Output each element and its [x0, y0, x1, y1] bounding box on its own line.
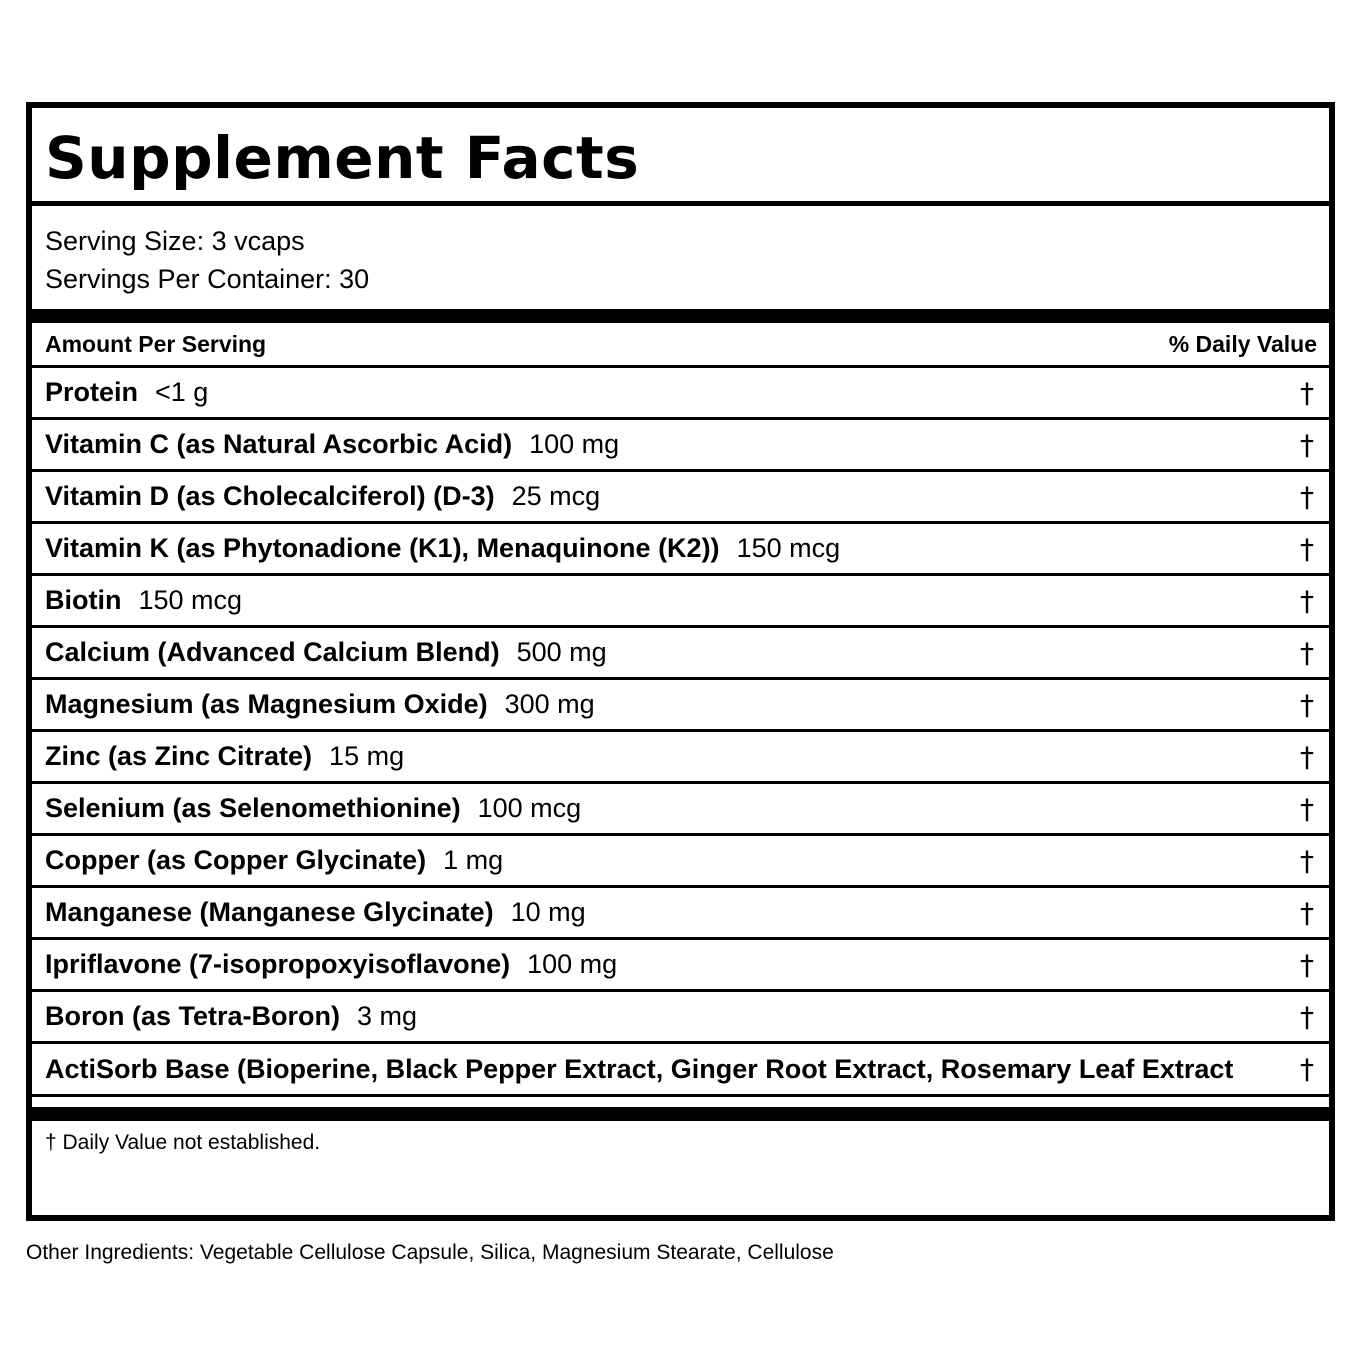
nutrient-name: ActiSorb Base (Bioperine, Black Pepper Extract, Ginger Root Extract, Rosemary Leaf Extract — [45, 1053, 1234, 1084]
nutrient-amount: 300 mg — [504, 689, 595, 719]
nutrient-amount: 1 mg — [443, 845, 504, 875]
daily-value: † — [1300, 532, 1314, 565]
nutrient-amount: 150 mcg — [736, 533, 841, 563]
footnote-section — [32, 1121, 1329, 1155]
table-row — [32, 732, 1329, 784]
table-row — [32, 1044, 1329, 1097]
serving-size: Serving Size: 3 vcaps — [45, 226, 305, 256]
amount-per-serving-header: Amount Per Serving — [45, 330, 267, 357]
nutrient-name: Vitamin D (as Cholecalciferol) (D-3) — [45, 481, 495, 511]
other-ingredients: Other Ingredients: Vegetable Cellulose Capsule, Silica, Magnesium Stearate, Cellulose — [26, 1241, 834, 1264]
table-row — [32, 836, 1329, 888]
nutrient-name: Vitamin K (as Phytonadione (K1), Menaquinone (K2)) — [45, 533, 720, 563]
table-row — [32, 888, 1329, 940]
row-gap — [32, 1097, 1329, 1107]
thick-divider — [32, 1107, 1329, 1121]
nutrient-name: Calcium (Advanced Calcium Blend) — [45, 637, 500, 667]
table-row — [32, 628, 1329, 680]
nutrient-name: Copper (as Copper Glycinate) — [45, 845, 427, 875]
daily-value: † — [1300, 896, 1314, 929]
nutrient-amount: 3 mg — [357, 1001, 418, 1031]
nutrient-amount: 15 mg — [329, 741, 405, 771]
nutrient-name: Boron (as Tetra-Boron) — [45, 1001, 340, 1031]
nutrient-amount: <1 g — [155, 377, 209, 407]
table-header — [32, 323, 1329, 368]
daily-value: † — [1300, 792, 1314, 825]
daily-value: † — [1300, 844, 1314, 877]
daily-value: † — [1300, 480, 1314, 513]
table-row — [32, 524, 1329, 576]
daily-value-header: % Daily Value — [1168, 330, 1317, 357]
table-row — [32, 940, 1329, 992]
table-row — [32, 472, 1329, 524]
table-row — [32, 992, 1329, 1044]
daily-value: † — [1300, 948, 1314, 981]
nutrient-amount: 100 mcg — [477, 793, 582, 823]
nutrient-name: Protein — [45, 377, 139, 407]
nutrient-name: Biotin — [45, 585, 122, 615]
table-row — [32, 368, 1329, 420]
nutrient-amount: 100 mg — [527, 949, 618, 979]
daily-value: † — [1300, 740, 1314, 773]
daily-value: † — [1300, 376, 1314, 409]
daily-value: † — [1300, 1052, 1314, 1086]
daily-value: † — [1300, 428, 1314, 461]
daily-value: † — [1300, 636, 1314, 669]
servings-per-container: Servings Per Container: 30 — [45, 264, 370, 294]
nutrient-amount: 150 mcg — [138, 585, 243, 615]
nutrient-name: Vitamin C (as Natural Ascorbic Acid) — [45, 429, 513, 459]
nutrient-amount: 100 mg — [529, 429, 620, 459]
nutrient-name: Ipriflavone (7-isopropoxyisoflavone) — [45, 949, 511, 979]
nutrient-name: Selenium (as Selenomethionine) — [45, 793, 461, 823]
panel-title: Supplement Facts — [45, 123, 640, 192]
table-row — [32, 784, 1329, 836]
nutrient-amount: 25 mcg — [511, 481, 601, 511]
nutrient-name: Manganese (Manganese Glycinate) — [45, 897, 494, 927]
table-row — [32, 680, 1329, 732]
thick-divider — [32, 309, 1329, 323]
nutrient-amount: 10 mg — [510, 897, 586, 927]
title-section — [32, 108, 1329, 206]
footnote: † Daily Value not established. — [45, 1131, 321, 1154]
supplement-facts-panel — [26, 102, 1335, 1221]
table-row — [32, 576, 1329, 628]
table-row — [32, 420, 1329, 472]
nutrient-amount: 500 mg — [516, 637, 607, 667]
nutrient-name: Zinc (as Zinc Citrate) — [45, 741, 313, 771]
nutrient-name: Magnesium (as Magnesium Oxide) — [45, 689, 488, 719]
serving-info — [32, 206, 1329, 309]
daily-value: † — [1300, 1000, 1314, 1033]
daily-value: † — [1300, 688, 1314, 721]
daily-value: † — [1300, 584, 1314, 617]
